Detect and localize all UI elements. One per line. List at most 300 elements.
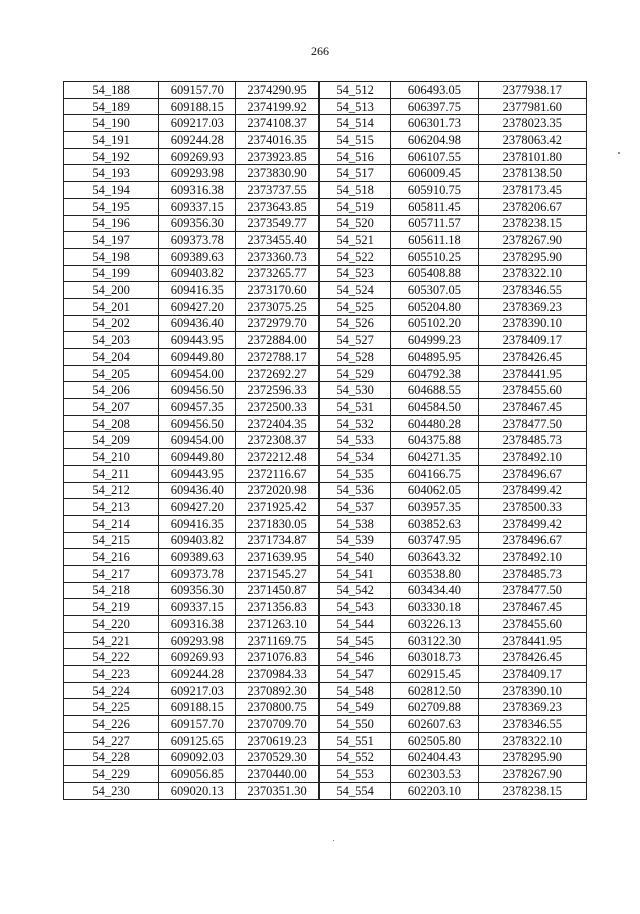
left-point-id-cell: 54_203: [64, 332, 159, 349]
right-point-id-cell: 54_550: [319, 716, 391, 733]
left-y-cell: 2373455.40: [236, 232, 319, 249]
table-row: [64, 732, 587, 749]
right-y-cell: 2378238.15: [478, 782, 587, 799]
left-y-cell: 2373549.77: [236, 215, 319, 232]
left-y-cell: 2370892.30: [236, 682, 319, 699]
right-point-id-cell: 54_533: [319, 432, 391, 449]
left-point-id-cell: 54_198: [64, 248, 159, 265]
left-x-cell: 609293.98: [159, 165, 236, 182]
left-x-cell: 609389.63: [159, 549, 236, 566]
right-point-id-cell: 54_532: [319, 415, 391, 432]
right-x-cell: 602404.43: [391, 749, 478, 766]
right-x-cell: 606009.45: [391, 165, 478, 182]
left-point-id-cell: 54_201: [64, 298, 159, 315]
left-point-id-cell: 54_209: [64, 432, 159, 449]
right-y-cell: 2378346.55: [478, 716, 587, 733]
right-x-cell: 603018.73: [391, 649, 478, 666]
left-x-cell: 609157.70: [159, 716, 236, 733]
left-x-cell: 609373.78: [159, 232, 236, 249]
table-row: [64, 599, 587, 616]
right-point-id-cell: 54_520: [319, 215, 391, 232]
right-point-id-cell: 54_540: [319, 549, 391, 566]
right-x-cell: 602505.80: [391, 732, 478, 749]
table-row: [64, 198, 587, 215]
right-point-id-cell: 54_521: [319, 232, 391, 249]
right-y-cell: 2377981.60: [478, 98, 587, 115]
left-y-cell: 2372979.70: [236, 315, 319, 332]
right-point-id-cell: 54_547: [319, 666, 391, 683]
right-y-cell: 2378063.42: [478, 132, 587, 149]
left-y-cell: 2372884.00: [236, 332, 319, 349]
left-point-id-cell: 54_224: [64, 682, 159, 699]
right-y-cell: 2378455.60: [478, 616, 587, 633]
left-x-cell: 609389.63: [159, 248, 236, 265]
table-row: [64, 82, 587, 99]
right-x-cell: 603643.32: [391, 549, 478, 566]
left-x-cell: 609443.95: [159, 465, 236, 482]
right-y-cell: 2378206.67: [478, 198, 587, 215]
right-x-cell: 604584.50: [391, 399, 478, 416]
right-y-cell: 2378267.90: [478, 232, 587, 249]
left-y-cell: 2370440.00: [236, 766, 319, 783]
right-y-cell: 2378485.73: [478, 432, 587, 449]
left-point-id-cell: 54_210: [64, 449, 159, 466]
table-row: [64, 532, 587, 549]
left-y-cell: 2372212.48: [236, 449, 319, 466]
left-y-cell: 2370351.30: [236, 782, 319, 799]
left-y-cell: 2373075.25: [236, 298, 319, 315]
right-y-cell: 2378369.23: [478, 298, 587, 315]
left-x-cell: 609356.30: [159, 582, 236, 599]
left-x-cell: 609456.50: [159, 382, 236, 399]
left-y-cell: 2373830.90: [236, 165, 319, 182]
right-x-cell: 602203.10: [391, 782, 478, 799]
left-point-id-cell: 54_221: [64, 632, 159, 649]
right-x-cell: 605102.20: [391, 315, 478, 332]
right-y-cell: 2378295.90: [478, 749, 587, 766]
left-y-cell: 2371830.05: [236, 515, 319, 532]
table-row: [64, 382, 587, 399]
right-x-cell: 606397.75: [391, 98, 478, 115]
table-row: [64, 766, 587, 783]
right-x-cell: 606107.55: [391, 148, 478, 165]
right-y-cell: 2377938.17: [478, 82, 587, 99]
left-y-cell: 2372020.98: [236, 482, 319, 499]
left-x-cell: 609269.93: [159, 649, 236, 666]
right-x-cell: 603122.30: [391, 632, 478, 649]
right-point-id-cell: 54_522: [319, 248, 391, 265]
table-row: [64, 565, 587, 582]
right-y-cell: 2378492.10: [478, 549, 587, 566]
right-x-cell: 606204.98: [391, 132, 478, 149]
coordinate-table: [63, 81, 587, 800]
table-row: [64, 632, 587, 649]
left-y-cell: 2371263.10: [236, 616, 319, 633]
left-point-id-cell: 54_200: [64, 282, 159, 299]
right-point-id-cell: 54_519: [319, 198, 391, 215]
table-row: [64, 616, 587, 633]
left-x-cell: 609217.03: [159, 682, 236, 699]
left-x-cell: 609454.00: [159, 432, 236, 449]
left-y-cell: 2371545.27: [236, 565, 319, 582]
table-row: [64, 465, 587, 482]
right-y-cell: 2378467.45: [478, 399, 587, 416]
right-point-id-cell: 54_534: [319, 449, 391, 466]
table-row: [64, 449, 587, 466]
left-x-cell: 609443.95: [159, 332, 236, 349]
left-y-cell: 2373265.77: [236, 265, 319, 282]
table-row: [64, 415, 587, 432]
left-point-id-cell: 54_211: [64, 465, 159, 482]
right-y-cell: 2378101.80: [478, 148, 587, 165]
left-point-id-cell: 54_223: [64, 666, 159, 683]
scan-speck: [333, 840, 334, 841]
left-x-cell: 609188.15: [159, 699, 236, 716]
left-x-cell: 609373.78: [159, 565, 236, 582]
left-x-cell: 609092.03: [159, 749, 236, 766]
left-y-cell: 2371076.83: [236, 649, 319, 666]
right-point-id-cell: 54_552: [319, 749, 391, 766]
right-point-id-cell: 54_530: [319, 382, 391, 399]
right-x-cell: 603747.95: [391, 532, 478, 549]
left-y-cell: 2374016.35: [236, 132, 319, 149]
table-row: [64, 148, 587, 165]
table-row: [64, 782, 587, 799]
right-point-id-cell: 54_551: [319, 732, 391, 749]
left-point-id-cell: 54_192: [64, 148, 159, 165]
left-y-cell: 2373923.85: [236, 148, 319, 165]
left-x-cell: 609457.35: [159, 399, 236, 416]
left-x-cell: 609436.40: [159, 482, 236, 499]
left-point-id-cell: 54_219: [64, 599, 159, 616]
right-y-cell: 2378500.33: [478, 499, 587, 516]
left-y-cell: 2373360.73: [236, 248, 319, 265]
left-point-id-cell: 54_197: [64, 232, 159, 249]
table-row: [64, 699, 587, 716]
coordinate-table-body: [64, 82, 587, 800]
left-point-id-cell: 54_188: [64, 82, 159, 99]
table-row: [64, 399, 587, 416]
right-point-id-cell: 54_543: [319, 599, 391, 616]
table-row: [64, 365, 587, 382]
right-point-id-cell: 54_535: [319, 465, 391, 482]
left-x-cell: 609316.38: [159, 182, 236, 199]
right-x-cell: 605307.05: [391, 282, 478, 299]
right-x-cell: 606301.73: [391, 115, 478, 132]
right-x-cell: 605510.25: [391, 248, 478, 265]
left-point-id-cell: 54_229: [64, 766, 159, 783]
left-y-cell: 2372500.33: [236, 399, 319, 416]
right-y-cell: 2378499.42: [478, 482, 587, 499]
table-row: [64, 666, 587, 683]
left-point-id-cell: 54_199: [64, 265, 159, 282]
left-point-id-cell: 54_196: [64, 215, 159, 232]
right-x-cell: 602812.50: [391, 682, 478, 699]
left-x-cell: 609188.15: [159, 98, 236, 115]
right-point-id-cell: 54_524: [319, 282, 391, 299]
left-y-cell: 2370619.23: [236, 732, 319, 749]
left-x-cell: 609449.80: [159, 349, 236, 366]
left-x-cell: 609244.28: [159, 132, 236, 149]
right-point-id-cell: 54_537: [319, 499, 391, 516]
left-x-cell: 609416.35: [159, 515, 236, 532]
left-point-id-cell: 54_195: [64, 198, 159, 215]
right-point-id-cell: 54_545: [319, 632, 391, 649]
left-y-cell: 2370984.33: [236, 666, 319, 683]
left-y-cell: 2374290.95: [236, 82, 319, 99]
right-y-cell: 2378390.10: [478, 682, 587, 699]
table-row: [64, 749, 587, 766]
left-point-id-cell: 54_212: [64, 482, 159, 499]
left-point-id-cell: 54_228: [64, 749, 159, 766]
left-point-id-cell: 54_213: [64, 499, 159, 516]
right-point-id-cell: 54_525: [319, 298, 391, 315]
right-y-cell: 2378477.50: [478, 582, 587, 599]
left-point-id-cell: 54_189: [64, 98, 159, 115]
left-y-cell: 2373737.55: [236, 182, 319, 199]
right-x-cell: 604480.28: [391, 415, 478, 432]
right-y-cell: 2378426.45: [478, 349, 587, 366]
right-y-cell: 2378369.23: [478, 699, 587, 716]
right-point-id-cell: 54_546: [319, 649, 391, 666]
table-row: [64, 115, 587, 132]
right-y-cell: 2378477.50: [478, 415, 587, 432]
right-y-cell: 2378455.60: [478, 382, 587, 399]
left-y-cell: 2372404.35: [236, 415, 319, 432]
right-y-cell: 2378409.17: [478, 332, 587, 349]
right-point-id-cell: 54_512: [319, 82, 391, 99]
table-row: [64, 332, 587, 349]
left-point-id-cell: 54_218: [64, 582, 159, 599]
right-point-id-cell: 54_538: [319, 515, 391, 532]
right-point-id-cell: 54_549: [319, 699, 391, 716]
left-y-cell: 2371639.95: [236, 549, 319, 566]
left-point-id-cell: 54_225: [64, 699, 159, 716]
right-point-id-cell: 54_518: [319, 182, 391, 199]
table-row: [64, 98, 587, 115]
table-row: [64, 482, 587, 499]
right-point-id-cell: 54_541: [319, 565, 391, 582]
right-x-cell: 605408.88: [391, 265, 478, 282]
right-y-cell: 2378295.90: [478, 248, 587, 265]
right-x-cell: 605611.18: [391, 232, 478, 249]
right-y-cell: 2378467.45: [478, 599, 587, 616]
right-point-id-cell: 54_544: [319, 616, 391, 633]
left-point-id-cell: 54_220: [64, 616, 159, 633]
right-point-id-cell: 54_542: [319, 582, 391, 599]
left-x-cell: 609427.20: [159, 499, 236, 516]
left-y-cell: 2371925.42: [236, 499, 319, 516]
left-x-cell: 609449.80: [159, 449, 236, 466]
table-row: [64, 582, 587, 599]
right-y-cell: 2378499.42: [478, 515, 587, 532]
right-x-cell: 604062.05: [391, 482, 478, 499]
table-row: [64, 182, 587, 199]
right-y-cell: 2378426.45: [478, 649, 587, 666]
left-x-cell: 609356.30: [159, 215, 236, 232]
right-y-cell: 2378441.95: [478, 632, 587, 649]
right-x-cell: 603434.40: [391, 582, 478, 599]
left-point-id-cell: 54_230: [64, 782, 159, 799]
left-y-cell: 2374108.37: [236, 115, 319, 132]
left-y-cell: 2371169.75: [236, 632, 319, 649]
right-point-id-cell: 54_531: [319, 399, 391, 416]
right-x-cell: 604271.35: [391, 449, 478, 466]
left-y-cell: 2373643.85: [236, 198, 319, 215]
left-point-id-cell: 54_193: [64, 165, 159, 182]
table-row: [64, 499, 587, 516]
right-x-cell: 603538.80: [391, 565, 478, 582]
right-point-id-cell: 54_527: [319, 332, 391, 349]
right-x-cell: 604688.55: [391, 382, 478, 399]
right-point-id-cell: 54_516: [319, 148, 391, 165]
left-y-cell: 2372596.33: [236, 382, 319, 399]
right-point-id-cell: 54_523: [319, 265, 391, 282]
right-x-cell: 605811.45: [391, 198, 478, 215]
right-y-cell: 2378238.15: [478, 215, 587, 232]
left-y-cell: 2371450.87: [236, 582, 319, 599]
table-row: [64, 298, 587, 315]
left-point-id-cell: 54_204: [64, 349, 159, 366]
left-y-cell: 2372692.27: [236, 365, 319, 382]
left-y-cell: 2371356.83: [236, 599, 319, 616]
right-x-cell: 604166.75: [391, 465, 478, 482]
left-point-id-cell: 54_215: [64, 532, 159, 549]
right-x-cell: 606493.05: [391, 82, 478, 99]
left-point-id-cell: 54_207: [64, 399, 159, 416]
right-point-id-cell: 54_539: [319, 532, 391, 549]
table-row: [64, 515, 587, 532]
left-x-cell: 609403.82: [159, 265, 236, 282]
right-x-cell: 602607.63: [391, 716, 478, 733]
left-x-cell: 609217.03: [159, 115, 236, 132]
right-y-cell: 2378267.90: [478, 766, 587, 783]
table-row: [64, 649, 587, 666]
right-y-cell: 2378322.10: [478, 732, 587, 749]
left-point-id-cell: 54_206: [64, 382, 159, 399]
right-y-cell: 2378173.45: [478, 182, 587, 199]
table-row: [64, 215, 587, 232]
left-x-cell: 609337.15: [159, 599, 236, 616]
left-x-cell: 609454.00: [159, 365, 236, 382]
right-y-cell: 2378441.95: [478, 365, 587, 382]
table-row: [64, 549, 587, 566]
right-x-cell: 605204.80: [391, 298, 478, 315]
left-x-cell: 609125.65: [159, 732, 236, 749]
left-point-id-cell: 54_190: [64, 115, 159, 132]
right-point-id-cell: 54_528: [319, 349, 391, 366]
right-y-cell: 2378496.67: [478, 532, 587, 549]
left-x-cell: 609456.50: [159, 415, 236, 432]
right-y-cell: 2378485.73: [478, 565, 587, 582]
table-row: [64, 248, 587, 265]
left-x-cell: 609293.98: [159, 632, 236, 649]
page-number: 266: [311, 44, 329, 58]
left-x-cell: 609020.13: [159, 782, 236, 799]
left-point-id-cell: 54_227: [64, 732, 159, 749]
right-x-cell: 605711.57: [391, 215, 478, 232]
right-point-id-cell: 54_548: [319, 682, 391, 699]
table-row: [64, 232, 587, 249]
left-y-cell: 2373170.60: [236, 282, 319, 299]
right-point-id-cell: 54_513: [319, 98, 391, 115]
left-point-id-cell: 54_202: [64, 315, 159, 332]
left-y-cell: 2372116.67: [236, 465, 319, 482]
right-y-cell: 2378409.17: [478, 666, 587, 683]
right-x-cell: 602709.88: [391, 699, 478, 716]
left-x-cell: 609157.70: [159, 82, 236, 99]
right-point-id-cell: 54_517: [319, 165, 391, 182]
right-y-cell: 2378496.67: [478, 465, 587, 482]
right-x-cell: 602303.53: [391, 766, 478, 783]
right-x-cell: 602915.45: [391, 666, 478, 683]
left-point-id-cell: 54_194: [64, 182, 159, 199]
left-y-cell: 2372788.17: [236, 349, 319, 366]
right-point-id-cell: 54_536: [319, 482, 391, 499]
right-x-cell: 603957.35: [391, 499, 478, 516]
table-row: [64, 682, 587, 699]
table-row: [64, 349, 587, 366]
right-point-id-cell: 54_553: [319, 766, 391, 783]
right-x-cell: 603226.13: [391, 616, 478, 633]
scan-speck: [618, 152, 620, 154]
left-x-cell: 609269.93: [159, 148, 236, 165]
right-point-id-cell: 54_515: [319, 132, 391, 149]
left-point-id-cell: 54_226: [64, 716, 159, 733]
table-row: [64, 132, 587, 149]
right-x-cell: 605910.75: [391, 182, 478, 199]
left-x-cell: 609416.35: [159, 282, 236, 299]
right-x-cell: 603852.63: [391, 515, 478, 532]
left-x-cell: 609427.20: [159, 298, 236, 315]
table-row: [64, 315, 587, 332]
left-x-cell: 609056.85: [159, 766, 236, 783]
left-x-cell: 609244.28: [159, 666, 236, 683]
left-x-cell: 609337.15: [159, 198, 236, 215]
left-y-cell: 2370709.70: [236, 716, 319, 733]
right-x-cell: 603330.18: [391, 599, 478, 616]
right-y-cell: 2378346.55: [478, 282, 587, 299]
right-point-id-cell: 54_529: [319, 365, 391, 382]
left-y-cell: 2370529.30: [236, 749, 319, 766]
left-point-id-cell: 54_216: [64, 549, 159, 566]
right-y-cell: 2378322.10: [478, 265, 587, 282]
left-point-id-cell: 54_205: [64, 365, 159, 382]
left-y-cell: 2370800.75: [236, 699, 319, 716]
left-y-cell: 2372308.37: [236, 432, 319, 449]
table-row: [64, 265, 587, 282]
left-y-cell: 2374199.92: [236, 98, 319, 115]
right-y-cell: 2378492.10: [478, 449, 587, 466]
left-point-id-cell: 54_208: [64, 415, 159, 432]
right-y-cell: 2378023.35: [478, 115, 587, 132]
left-point-id-cell: 54_214: [64, 515, 159, 532]
right-x-cell: 604895.95: [391, 349, 478, 366]
right-x-cell: 604792.38: [391, 365, 478, 382]
right-y-cell: 2378138.50: [478, 165, 587, 182]
table-row: [64, 282, 587, 299]
left-point-id-cell: 54_222: [64, 649, 159, 666]
left-point-id-cell: 54_217: [64, 565, 159, 582]
left-x-cell: 609436.40: [159, 315, 236, 332]
right-point-id-cell: 54_554: [319, 782, 391, 799]
table-row: [64, 716, 587, 733]
right-point-id-cell: 54_526: [319, 315, 391, 332]
left-x-cell: 609316.38: [159, 616, 236, 633]
table-row: [64, 165, 587, 182]
right-point-id-cell: 54_514: [319, 115, 391, 132]
table-row: [64, 432, 587, 449]
